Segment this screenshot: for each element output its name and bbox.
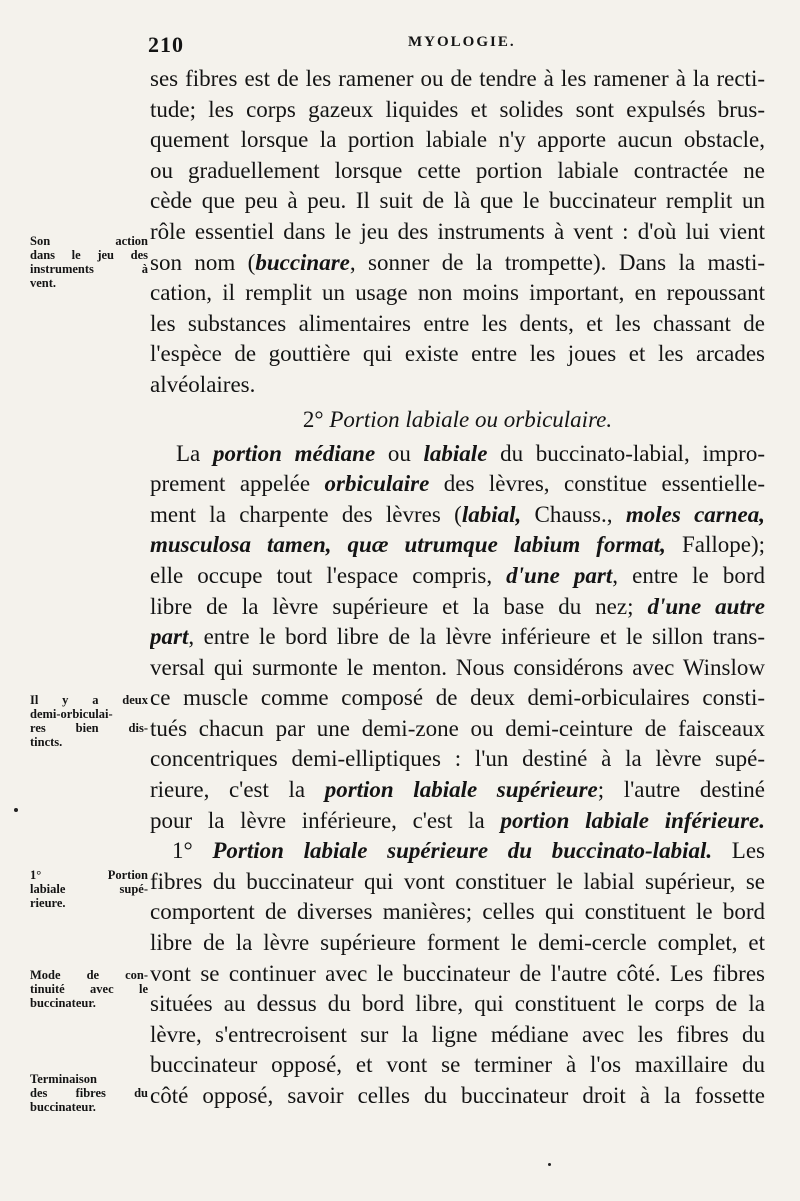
italic-term: d'une autre (647, 593, 765, 619)
text-line (150, 439, 765, 470)
text-line: ou graduellement lorsque cette portion labiale contractée ne (150, 157, 765, 183)
text-line: cation, il remplit un usage non moins important, en repoussant (150, 280, 765, 306)
margin-note-line: vent. (30, 276, 57, 290)
text-line (150, 836, 765, 867)
italic-term: labial, (461, 501, 522, 527)
text-line (150, 561, 765, 592)
ink-speck (548, 1163, 551, 1166)
italic-term: part (150, 624, 189, 650)
margin-note-portion-labiale-superieure (30, 868, 148, 910)
text-line: concentriques demi-elliptiques : l'un destiné à la lèvre supé- (150, 746, 765, 772)
text-run: elle occupe tout l'espace compris, (150, 562, 507, 588)
text-run: des lèvres, constitue essentielle- (429, 471, 765, 497)
margin-note-mode-de-continuite (30, 968, 148, 1010)
text-run: , sonner de la trompette). Dans la masti- (349, 249, 765, 275)
text-line: alvéolaires. (150, 371, 256, 397)
text-line: ce muscle comme composé de deux demi-orbiculaires consti- (150, 685, 765, 711)
page-number: 210 (148, 32, 184, 57)
text-line: vont se continuer avec le buccinateur de l'autre côté. Les fibres (150, 960, 765, 986)
text-line (150, 530, 765, 561)
margin-note-line: instruments à (30, 262, 148, 276)
text-run: du buccinato-labial, impro- (487, 440, 765, 466)
margin-note-line: demi-orbiculai- (30, 707, 113, 721)
margin-note-line: rieure. (30, 896, 66, 910)
margin-note-line: tinuité avec le (30, 982, 148, 996)
italic-term: portion labiale supérieure (324, 777, 598, 803)
text-line: libre de la lèvre supérieure forment le demi-cercle complet, et (150, 930, 765, 956)
text-line (150, 248, 765, 279)
margin-note-line: res bien dis- (30, 721, 148, 735)
italic-term: musculosa tamen, quæ utrumque labium format, (150, 532, 666, 558)
text-run: ou (375, 440, 424, 466)
text-line (150, 592, 765, 623)
text-line (150, 775, 765, 806)
text-run: , entre le bord libre de la lèvre inférieure et le sillon trans- (188, 624, 765, 650)
margin-note-line: Il y a deux (30, 693, 148, 707)
text-line (150, 500, 765, 531)
text-line: cède que peu à peu. Il suit de là que le buccinateur remplit un (150, 188, 765, 214)
ink-speck (14, 808, 18, 812)
text-run: rieure, c'est la (150, 777, 325, 803)
text-line: fibres du buccinateur qui vont constituer le labial supérieur, se (150, 868, 765, 894)
text-run: Fallope); (665, 532, 765, 558)
margin-note-line: 1° Portion (30, 868, 148, 882)
text-line: lèvre, s'entrecroisent sur la ligne médiane avec les fibres du (150, 1021, 765, 1047)
heading-number: 2° (302, 406, 330, 432)
italic-term: orbiculaire (324, 471, 430, 497)
text-line (150, 469, 765, 500)
margin-note-line: buccinateur. (30, 996, 96, 1010)
text-line: l'espèce de gouttière qui existe entre les joues et les arcades (150, 341, 765, 367)
italic-term: Portion labiale supérieure du buccinato-labial. (212, 838, 713, 864)
margin-note-line: labiale supé- (30, 882, 148, 896)
text-run: La (176, 440, 213, 466)
text-line: rôle essentiel dans le jeu des instruments à vent : d'où lui vient (150, 218, 765, 244)
italic-term: buccinare (255, 249, 350, 275)
heading-title: Portion labiale ou orbiculaire. (329, 406, 613, 432)
body-text (150, 64, 765, 1112)
italic-term: d'une part (506, 562, 613, 588)
margin-note-line: Son action (30, 234, 148, 248)
margin-note-son-action (30, 234, 148, 290)
section-heading (150, 401, 765, 439)
text-line: versal qui surmonte le menton. Nous considérons avec Winslow (150, 654, 765, 680)
margin-note-line: tincts. (30, 735, 63, 749)
text-run: ; l'autre destiné (597, 777, 765, 803)
text-line: buccinateur opposé, et vont se terminer à l'os maxillaire du (150, 1052, 765, 1078)
text-run: Chauss., (521, 501, 626, 527)
italic-term: labiale (423, 440, 488, 466)
text-line: tués chacun par une demi-zone ou demi-ceinture de faisceaux (150, 715, 765, 741)
text-run: , entre le bord (612, 562, 765, 588)
text-run: son nom ( (150, 249, 256, 275)
margin-note-line: Terminaison (30, 1072, 97, 1086)
text-line (150, 806, 765, 837)
text-run: 1° (172, 838, 213, 864)
margin-note-line: Mode de con- (30, 968, 148, 982)
text-line: côté opposé, savoir celles du buccinateur droit à la fossette (150, 1083, 765, 1108)
text-line (150, 622, 765, 653)
italic-term: portion médiane (212, 440, 376, 466)
margin-note-line: buccinateur. (30, 1100, 96, 1114)
text-run: pour la lèvre inférieure, c'est la (150, 807, 501, 833)
text-run: ment la charpente des lèvres ( (150, 501, 462, 527)
margin-note-line: des fibres du (30, 1086, 148, 1100)
running-title: MYOLOGIE. (408, 34, 516, 50)
margin-note-line: dans le jeu des (30, 248, 148, 262)
text-line: ses fibres est de les ramener ou de tendre à les ramener à la recti- (150, 66, 765, 91)
text-line: tude; les corps gazeux liquides et solides sont expulsés brus- (150, 96, 765, 122)
text-run: Les (712, 838, 765, 864)
italic-term: moles carnea, (625, 501, 765, 527)
text-run: libre de la lèvre supérieure et la base du nez; (150, 593, 648, 619)
margin-note-deux-demi-orbiculaires (30, 693, 148, 749)
page-header (148, 32, 758, 60)
text-line: situées au dessus du bord libre, qui constituent le corps de la (150, 991, 765, 1017)
text-line: comportent de diverses manières; celles qui constituent le bord (150, 899, 765, 925)
italic-term: portion labiale inférieure. (500, 807, 765, 833)
text-line: les substances alimentaires entre les dents, et les chassant de (150, 310, 765, 336)
margin-note-terminaison (30, 1072, 148, 1114)
text-run: prement appelée (150, 471, 325, 497)
text-line: quement lorsque la portion labiale n'y apporte aucun obstacle, (150, 127, 765, 153)
